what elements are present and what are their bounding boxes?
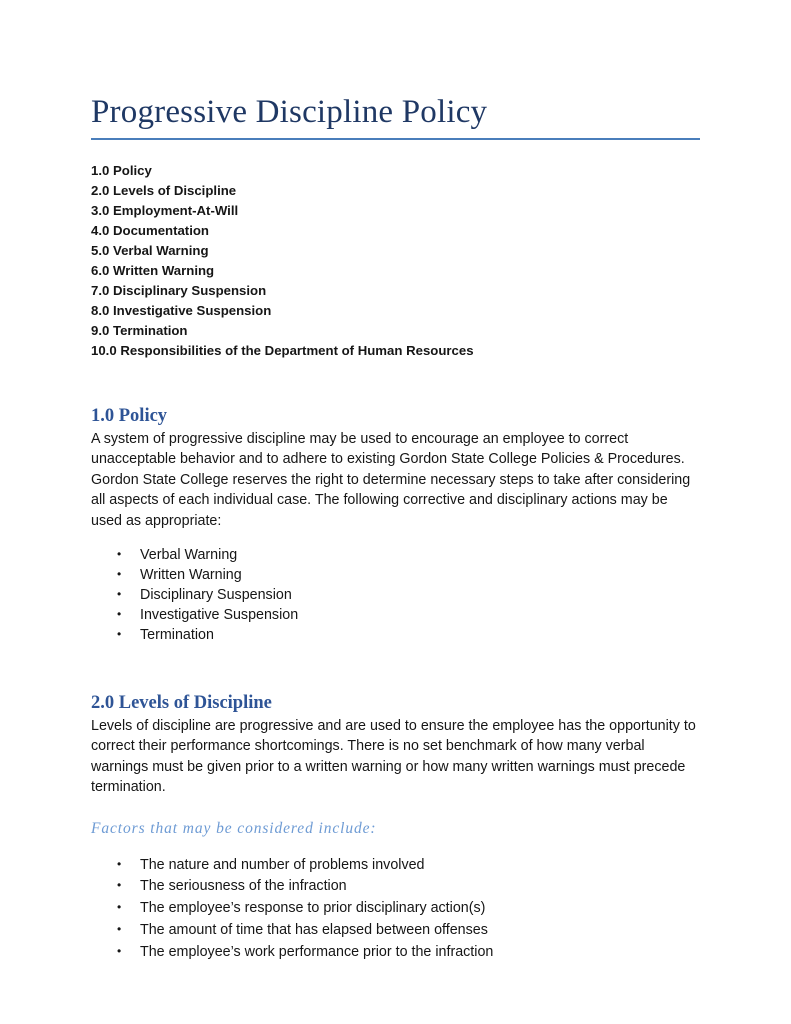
section-levels-of-discipline: [91, 692, 701, 964]
section-heading-levels-of-discipline: 2.0 Levels of Discipline: [91, 693, 272, 714]
toc-item-3[interactable]: 3.0 Employment-At-Will: [91, 203, 239, 218]
list-item: • Disciplinary Suspension: [91, 585, 701, 605]
document-content: [91, 92, 701, 964]
toc-item-8[interactable]: 8.0 Investigative Suspension: [91, 303, 272, 318]
sub-heading-factors: Factors that may be considered include:: [91, 819, 377, 837]
list-item: • Termination: [91, 625, 701, 645]
list-item: • Written Warning: [91, 565, 701, 585]
list-item: • The employee’s work performance prior to the infraction: [91, 942, 701, 964]
section-paragraph-policy: A system of progressive discipline may be used to encourage an employee to correct unacceptable behavior and to adhere to existing Gordon State College Policies & Procedures. Gordon State College reserves the right to determine necessary steps to take after considering all aspects of each individual case. The following corrective and disciplinary actions may be used as appropriate:: [91, 431, 691, 529]
section-policy: [91, 405, 701, 645]
page-title: Progressive Discipline Policy: [91, 94, 488, 130]
toc-item-1[interactable]: 1.0 Policy: [91, 163, 152, 178]
toc-item-2[interactable]: 2.0 Levels of Discipline: [91, 183, 237, 198]
list-item: • Verbal Warning: [91, 545, 701, 565]
section-heading-policy: 1.0 Policy: [91, 406, 168, 426]
factors-list: [91, 855, 701, 964]
list-item: • The employee’s response to prior disciplinary action(s): [91, 898, 701, 920]
list-item: • Investigative Suspension: [91, 605, 701, 625]
toc-item-6[interactable]: 6.0 Written Warning: [91, 263, 215, 278]
section-paragraph-levels-of-discipline: Levels of discipline are progressive and are used to ensure the employee has the opportunity to correct their performance shortcomings. There is no set benchmark of how many verbal warnings must be given prior to a written warning or how many written warnings must precede termination.: [91, 718, 696, 796]
list-item: • The nature and number of problems involved: [91, 855, 701, 877]
title-divider: [91, 138, 700, 140]
toc-item-4[interactable]: 4.0 Documentation: [91, 223, 209, 238]
toc-item-7[interactable]: 7.0 Disciplinary Suspension: [91, 283, 267, 298]
toc-item-9[interactable]: 9.0 Termination: [91, 323, 188, 338]
list-item: • The seriousness of the infraction: [91, 876, 701, 898]
table-of-contents: [91, 161, 701, 361]
list-item: • The amount of time that has elapsed between offenses: [91, 920, 701, 942]
policy-actions-list: [91, 545, 701, 645]
toc-item-10[interactable]: 10.0 Responsibilities of the Department of Human Resources: [91, 343, 474, 358]
toc-item-5[interactable]: 5.0 Verbal Warning: [91, 243, 209, 258]
